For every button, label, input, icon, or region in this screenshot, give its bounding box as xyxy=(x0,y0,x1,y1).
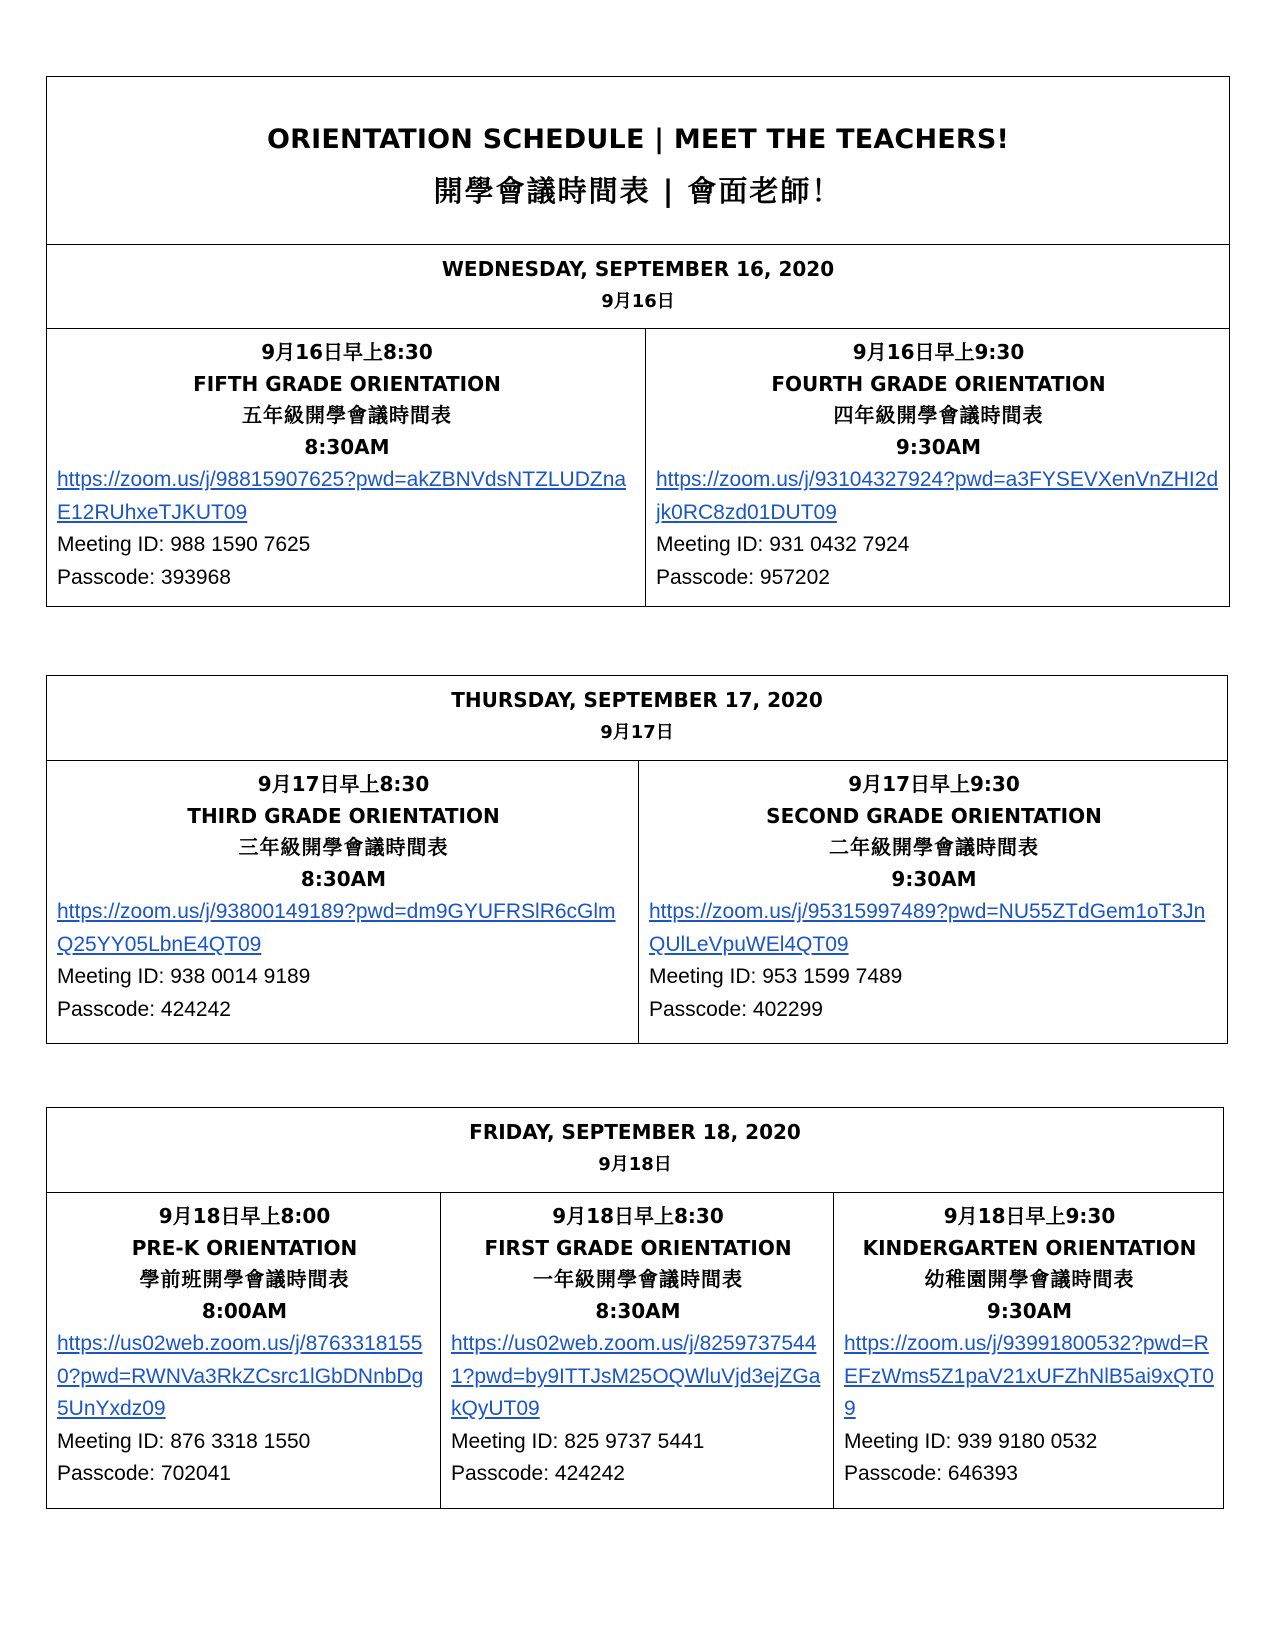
session-name-chinese: 五年級開學會議時間表 xyxy=(242,403,452,427)
day-date: WEDNESDAY, SEPTEMBER 16, 2020 xyxy=(441,257,835,281)
zoom-link[interactable]: https://us02web.zoom.us/j/87633181550?pwd=RWNVa3RkZCsrc1lGbDNnbDg5UnYxdz09 xyxy=(57,1332,424,1420)
page-title: ORIENTATION SCHEDULE | MEET THE TEACHERS! xyxy=(266,124,1010,155)
passcode: Passcode: 393968 xyxy=(57,565,231,589)
session-time: 8:30AM xyxy=(595,1298,681,1323)
session-row xyxy=(47,761,1227,1043)
passcode: Passcode: 702041 xyxy=(57,1462,231,1485)
session-cell-third-grade xyxy=(47,761,638,1043)
session-name: FIRST GRADE ORIENTATION xyxy=(484,1235,792,1260)
day-header xyxy=(47,245,1229,329)
session-name: THIRD GRADE ORIENTATION xyxy=(187,803,500,828)
session-cell-fourth-grade xyxy=(645,329,1229,606)
session-name-chinese: 幼稚園開學會議時間表 xyxy=(924,1267,1135,1291)
zoom-link[interactable]: https://us02web.zoom.us/j/82597375441?pwd=by9ITTJsM25OQWluVjd3ejZGakQyUT09 xyxy=(451,1332,821,1420)
zoom-link[interactable]: https://zoom.us/j/93800149189?pwd=dm9GYUFRSlR6cGlmQ25YY05LbnE4QT09 xyxy=(57,900,616,956)
passcode: Passcode: 957202 xyxy=(656,565,830,589)
day-header xyxy=(47,676,1227,761)
session-time: 9:30AM xyxy=(986,1298,1073,1323)
session-time-chinese: 9月18日早上8:30 xyxy=(552,1204,724,1228)
day-date-chinese: 9月18日 xyxy=(598,1154,672,1175)
meeting-id: Meeting ID: 988 1590 7625 xyxy=(57,533,311,556)
session-name: FOURTH GRADE ORIENTATION xyxy=(771,371,1106,396)
schedule-title-block xyxy=(46,76,1230,245)
session-name: PRE-K ORIENTATION xyxy=(131,1235,358,1260)
day-date-chinese: 9月17日 xyxy=(600,722,674,743)
passcode: Passcode: 646393 xyxy=(844,1462,1018,1485)
zoom-link[interactable]: https://zoom.us/j/98815907625?pwd=akZBNVdsNTZLUDZnaE12RUhxeTJKUT09 xyxy=(57,468,627,524)
session-time: 9:30AM xyxy=(895,434,982,459)
session-name: FIFTH GRADE ORIENTATION xyxy=(193,371,501,396)
session-time-chinese: 9月16日早上8:30 xyxy=(261,340,433,364)
zoom-link[interactable]: https://zoom.us/j/93104327924?pwd=a3FYSEVXenVnZHI2djk0RC8zd01DUT09 xyxy=(656,468,1219,524)
zoom-link[interactable]: https://zoom.us/j/93991800532?pwd=REFzWms5Z1paV21xUFZhNlB5ai9xQT09 xyxy=(844,1332,1214,1420)
day-date-chinese: 9月16日 xyxy=(601,291,675,312)
session-name-chinese: 一年級開學會議時間表 xyxy=(533,1267,743,1291)
session-name: SECOND GRADE ORIENTATION xyxy=(766,803,1102,828)
meeting-id: Meeting ID: 938 0014 9189 xyxy=(57,965,311,988)
zoom-link[interactable]: https://zoom.us/j/95315997489?pwd=NU55ZTdGem1oT3JnQUlLeVpuWEl4QT09 xyxy=(649,900,1206,956)
session-cell-first-grade xyxy=(440,1193,833,1508)
day-table-thursday xyxy=(46,675,1228,1044)
page-title-chinese: 開學會議時間表 | 會面老師！ xyxy=(433,174,843,208)
session-row xyxy=(47,1193,1223,1508)
session-name-chinese: 二年級開學會議時間表 xyxy=(829,835,1039,859)
session-time: 9:30AM xyxy=(891,866,977,891)
session-name: KINDERGARTEN ORIENTATION xyxy=(862,1235,1197,1260)
session-name-chinese: 三年級開學會議時間表 xyxy=(238,835,449,859)
meeting-id: Meeting ID: 825 9737 5441 xyxy=(451,1429,705,1453)
session-row xyxy=(47,329,1229,606)
meeting-id: Meeting ID: 876 3318 1550 xyxy=(57,1429,311,1453)
session-time: 8:30AM xyxy=(300,866,387,891)
session-time-chinese: 9月16日早上9:30 xyxy=(852,340,1025,364)
session-cell-fifth-grade xyxy=(47,329,645,606)
day-date: FRIDAY, SEPTEMBER 18, 2020 xyxy=(469,1120,801,1144)
passcode: Passcode: 402299 xyxy=(649,997,823,1021)
meeting-id: Meeting ID: 939 9180 0532 xyxy=(844,1429,1098,1453)
day-table-friday xyxy=(46,1107,1224,1509)
meeting-id: Meeting ID: 953 1599 7489 xyxy=(649,965,903,988)
session-time: 8:30AM xyxy=(304,434,390,459)
day-date: THURSDAY, SEPTEMBER 17, 2020 xyxy=(451,688,823,712)
session-cell-pre-k xyxy=(47,1193,440,1508)
passcode: Passcode: 424242 xyxy=(57,997,231,1021)
meeting-id: Meeting ID: 931 0432 7924 xyxy=(656,533,910,556)
session-time-chinese: 9月17日早上9:30 xyxy=(848,772,1020,796)
session-time: 8:00AM xyxy=(201,1298,288,1323)
passcode: Passcode: 424242 xyxy=(451,1462,625,1485)
session-time-chinese: 9月17日早上8:30 xyxy=(257,772,430,796)
day-header xyxy=(47,1108,1223,1193)
session-name-chinese: 學前班開學會議時間表 xyxy=(139,1267,350,1291)
session-time-chinese: 9月18日早上8:00 xyxy=(158,1204,331,1228)
session-name-chinese: 四年級開學會議時間表 xyxy=(833,403,1044,427)
session-cell-second-grade xyxy=(638,761,1227,1043)
session-cell-kindergarten xyxy=(833,1193,1223,1508)
session-time-chinese: 9月18日早上9:30 xyxy=(943,1204,1116,1228)
day-table-wednesday xyxy=(46,244,1230,607)
